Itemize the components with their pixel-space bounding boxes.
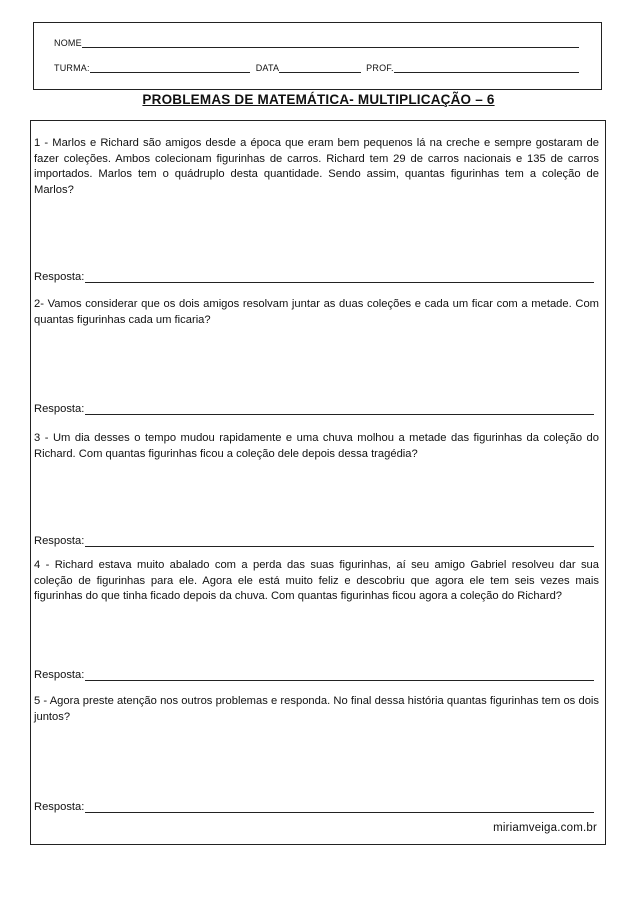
name-label: NOME (54, 38, 82, 48)
answer-field[interactable] (85, 801, 594, 813)
answer-field[interactable] (85, 403, 594, 415)
answer-label: Resposta: (34, 669, 85, 681)
answer-label: Resposta: (34, 403, 85, 415)
teacher-field[interactable] (394, 62, 579, 73)
question-3: 3 - Um dia desses o tempo mudou rapidamente e uma chuva molhou a metade das figurinhas da coleção do Richard. Com quantas figurinhas ficou a coleção dele depois dessa tragédia? (34, 432, 599, 460)
answer-field[interactable] (85, 669, 594, 681)
name-line (54, 37, 579, 48)
answer-label: Resposta: (34, 535, 85, 547)
problems-box (30, 120, 606, 845)
question-4: 4 - Richard estava muito abalado com a perda das suas figurinhas, aí seu amigo Gabriel resolveu dar sua coleção de figurinhas para ele. Agora ele está muito feliz e descobriu que agora ele tem seis vezes mais figurinhas do que tinha ficado depois da chuva. Com quantas figurinhas ficou agora a coleção do Richard? (34, 559, 599, 602)
name-field[interactable] (82, 37, 579, 48)
answer-label: Resposta: (34, 801, 85, 813)
class-field[interactable] (90, 62, 250, 73)
date-label: DATA (255, 63, 280, 73)
answer-label: Resposta: (34, 271, 85, 283)
website-footer: miriamveiga.com.br (493, 822, 597, 834)
answer-field[interactable] (85, 271, 594, 283)
question-1: 1 - Marlos e Richard são amigos desde a época que eram bem pequenos lá na creche e sempre gostaram de fazer coleções. Ambos colecionam figurinhas de carros. Richard tem 29 de carros nacionais e 135 de carros importados. Marlos tem o quádruplo desta quantidade. Sendo assim, quantas figurinhas tem a coleção de Marlos? (34, 137, 599, 196)
student-info-box (33, 22, 602, 90)
teacher-label: PROF. (366, 63, 394, 73)
question-5: 5 - Agora preste atenção nos outros problemas e responda. No final dessa história quantas figurinhas tem os dois juntos? (34, 695, 599, 723)
answer-line-4 (34, 669, 594, 681)
answer-line-5 (34, 801, 594, 813)
answer-line-2 (34, 403, 594, 415)
question-2: 2- Vamos considerar que os dois amigos resolvam juntar as duas coleções e cada um ficar com a metade. Com quantas figurinhas cada um ficaria? (34, 298, 599, 326)
class-label: TURMA: (54, 63, 90, 73)
answer-line-1 (34, 271, 594, 283)
answer-line-3 (34, 535, 594, 547)
date-field[interactable] (279, 62, 361, 73)
page-title: PROBLEMAS DE MATEMÁTICA- MULTIPLICAÇÃO – 6 (142, 92, 495, 107)
answer-field[interactable] (85, 535, 594, 547)
class-date-prof-line (54, 62, 579, 73)
